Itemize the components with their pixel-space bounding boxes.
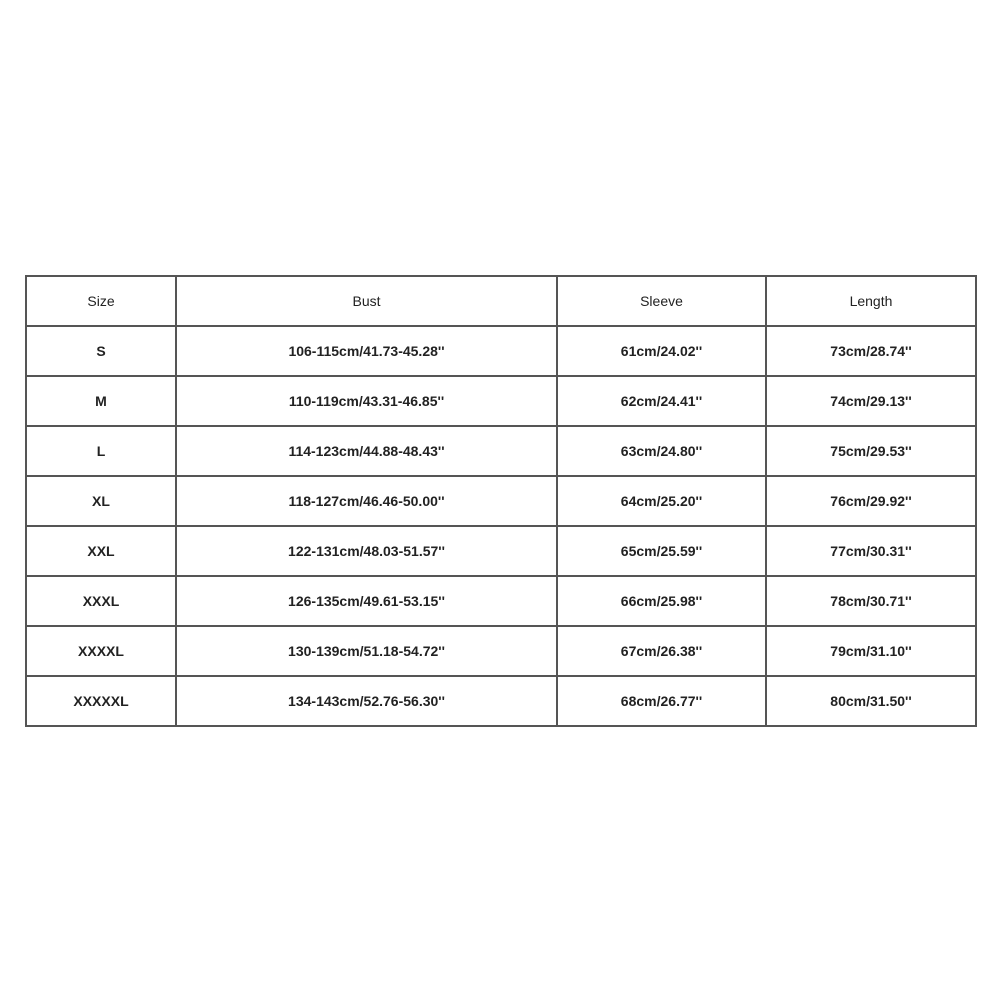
cell-bust: 122-131cm/48.03-51.57'' — [176, 526, 557, 576]
cell-sleeve: 64cm/25.20'' — [557, 476, 766, 526]
cell-size: XL — [26, 476, 176, 526]
cell-size: M — [26, 376, 176, 426]
table-row — [26, 376, 976, 426]
cell-sleeve: 67cm/26.38'' — [557, 626, 766, 676]
cell-bust: 130-139cm/51.18-54.72'' — [176, 626, 557, 676]
cell-sleeve: 63cm/24.80'' — [557, 426, 766, 476]
table-header-row — [26, 276, 976, 326]
header-sleeve: Sleeve — [557, 276, 766, 326]
cell-sleeve: 61cm/24.02'' — [557, 326, 766, 376]
table-row — [26, 426, 976, 476]
table-row — [26, 676, 976, 726]
cell-bust: 126-135cm/49.61-53.15'' — [176, 576, 557, 626]
header-size: Size — [26, 276, 176, 326]
cell-size: XXXXXL — [26, 676, 176, 726]
table-row — [26, 476, 976, 526]
cell-bust: 114-123cm/44.88-48.43'' — [176, 426, 557, 476]
size-chart-table — [25, 275, 977, 727]
cell-size: S — [26, 326, 176, 376]
cell-sleeve: 66cm/25.98'' — [557, 576, 766, 626]
cell-length: 75cm/29.53'' — [766, 426, 976, 476]
cell-length: 77cm/30.31'' — [766, 526, 976, 576]
cell-bust: 118-127cm/46.46-50.00'' — [176, 476, 557, 526]
header-length: Length — [766, 276, 976, 326]
cell-sleeve: 68cm/26.77'' — [557, 676, 766, 726]
header-bust: Bust — [176, 276, 557, 326]
cell-size: XXXL — [26, 576, 176, 626]
cell-bust: 106-115cm/41.73-45.28'' — [176, 326, 557, 376]
table-row — [26, 326, 976, 376]
cell-size: XXL — [26, 526, 176, 576]
table-row — [26, 626, 976, 676]
cell-length: 76cm/29.92'' — [766, 476, 976, 526]
cell-size: L — [26, 426, 176, 476]
cell-length: 73cm/28.74'' — [766, 326, 976, 376]
cell-sleeve: 65cm/25.59'' — [557, 526, 766, 576]
cell-size: XXXXL — [26, 626, 176, 676]
cell-length: 80cm/31.50'' — [766, 676, 976, 726]
table-row — [26, 526, 976, 576]
cell-bust: 134-143cm/52.76-56.30'' — [176, 676, 557, 726]
cell-bust: 110-119cm/43.31-46.85'' — [176, 376, 557, 426]
cell-length: 74cm/29.13'' — [766, 376, 976, 426]
cell-length: 79cm/31.10'' — [766, 626, 976, 676]
cell-length: 78cm/30.71'' — [766, 576, 976, 626]
table-row — [26, 576, 976, 626]
cell-sleeve: 62cm/24.41'' — [557, 376, 766, 426]
